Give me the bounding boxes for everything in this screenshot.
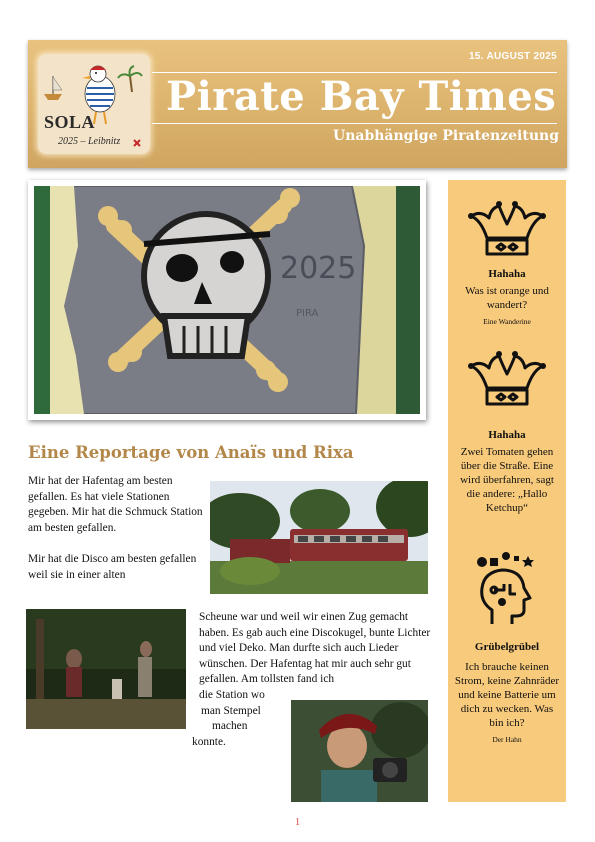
- hero-photo-frame: [28, 180, 426, 420]
- joke-card: [448, 429, 566, 515]
- riddle-title: Grübelgrübel: [474, 641, 540, 653]
- article-line: konnte.: [192, 735, 226, 748]
- riddle-author: Der Hahn: [492, 735, 522, 744]
- header-rule-bottom: [152, 123, 557, 124]
- newspaper-title: Pirate Bay Times: [166, 73, 557, 120]
- train-photo: [210, 481, 428, 594]
- article-column-right: [199, 610, 434, 688]
- article-line: machen: [212, 720, 248, 733]
- newspaper-header: [28, 40, 567, 168]
- article-paragraph: Mir hat die Disco am besten gefallen weil sie in einer alten: [28, 552, 197, 581]
- child-photo: [291, 700, 428, 802]
- riddle-card: [448, 641, 566, 744]
- pirate-flag-photo: [34, 186, 420, 414]
- flag-text-year: 2025: [280, 251, 357, 286]
- joke-text: Was ist orange und wandert?: [465, 285, 549, 311]
- article-column-tail: [192, 688, 289, 750]
- newspaper-tagline: Unabhängige Piratenzeitung: [333, 128, 559, 144]
- article-line: man Stempel: [201, 704, 261, 717]
- jokes-sidebar: [448, 180, 566, 802]
- issue-date: 15. AUGUST 2025: [468, 51, 557, 62]
- jester-hat-icon: [448, 198, 566, 260]
- joke-title: Hahaha: [488, 268, 526, 280]
- article-heading: Eine Reportage von Anaïs und Rixa: [28, 443, 354, 462]
- logo-subtitle: 2025 – Leibnitz: [58, 136, 121, 147]
- article-paragraph: Scheune war und weil wir einen Zug gemacht haben. Es gab auch eine Discokugel, bunte Lichter und viel Deko. Man durfte sich auch Lieder wünschen. Der Hafentag hat mir auch sehr gut gefallen. Am tollsten fand ich: [199, 611, 431, 686]
- joke-card: [448, 268, 566, 326]
- logo-text: SOLA: [44, 112, 96, 132]
- article-paragraph: Mir hat der Hafentag am besten gefallen. Es hat viele Stationen gegeben. Mir hat die Schmuck Station am besten gefallen.: [28, 475, 203, 534]
- article-line: die Station wo: [199, 689, 265, 701]
- article-column-left: [28, 474, 206, 599]
- flag-text-pira: PIRA: [296, 308, 319, 319]
- joke-title: Hahaha: [488, 429, 526, 441]
- jester-hat-icon: [448, 348, 566, 410]
- joke-author: Eine Wanderine: [483, 317, 531, 326]
- head-with-gears-icon: [448, 550, 566, 630]
- page-number: 1: [294, 816, 301, 828]
- garden-photo: [26, 609, 186, 729]
- joke-text: Zwei Tomaten gehen über die Straße. Eine wird überfahren, sagt die andere: „Hallo Ketchup“: [460, 446, 554, 514]
- riddle-text: Ich brauche keinen Strom, keine Zahnräder und keine Batterie um dich zu wecken. Was bin ich?: [454, 661, 560, 729]
- camp-logo: [38, 54, 150, 154]
